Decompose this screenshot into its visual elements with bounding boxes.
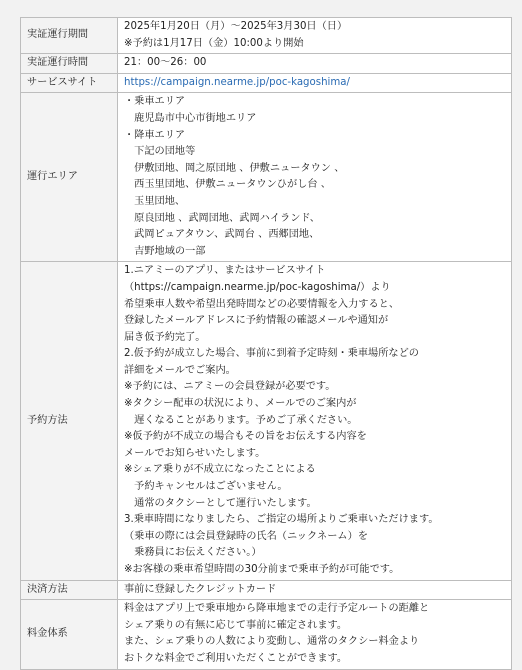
value-line: 遅くなることがあります。予めご了承ください。: [124, 414, 358, 426]
value-line: また、シェア乗りの人数により変動し、通常のタクシー料金より: [124, 636, 420, 648]
service-info-table: [20, 17, 512, 670]
row-value: [118, 18, 512, 54]
row-hours: [21, 54, 512, 74]
service-site-link[interactable]: https://campaign.nearme.jp/poc-kagoshima/: [124, 76, 350, 88]
value-line: 2025年1月20日（月）～2025年3月30日（日）: [124, 21, 348, 32]
value-line: 原良団地 、武岡団地、武岡ハイランド、: [124, 212, 320, 224]
value-line: 下記の団地等: [124, 146, 196, 158]
row-value: [118, 262, 512, 580]
row-fare: [21, 600, 512, 669]
value-line: 2.仮予約が成立した場合、事前に到着予定時刻・乗車場所などの: [124, 348, 419, 360]
row-label: 料金体系: [21, 600, 118, 669]
value-line: 希望乗車人数や希望出発時間などの必要情報を入力すると、: [124, 298, 400, 310]
row-service-site: [21, 73, 512, 93]
row-reservation: [21, 262, 512, 580]
row-area: [21, 93, 512, 262]
value-line: 吉野地域の一部: [124, 245, 206, 257]
value-line: ・乗車エリア: [124, 96, 186, 108]
row-period: [21, 18, 512, 54]
value-line: 鹿児島市中心市街地エリア: [124, 112, 257, 124]
row-label: 実証運行時間: [21, 54, 118, 74]
value-line: シェア乗りの有無に応じて事前に確定されます。: [124, 619, 348, 631]
value-line: 届き仮予約完了。: [124, 331, 206, 343]
row-value: [118, 600, 512, 669]
row-label: 実証運行期間: [21, 18, 118, 54]
value-line: 21：00～26：00: [124, 57, 207, 69]
row-value: [118, 93, 512, 262]
value-line: ※お客様の乗車希望時間の30分前まで乗車予約が可能です。: [124, 564, 400, 575]
row-label: 決済方法: [21, 580, 118, 600]
value-line: 3.乗車時間になりましたら、ご指定の場所よりご乗車いただけます。: [124, 514, 439, 526]
value-line: 登録したメールアドレスに予約情報の確認メールや通知が: [124, 315, 389, 327]
row-payment: [21, 580, 512, 600]
service-info-table-body: [21, 18, 512, 670]
value-line: 事前に登録したクレジットカード: [124, 583, 277, 595]
value-line: （乗車の際には会員登録時の氏名（ニックネーム）を: [124, 530, 368, 542]
value-line: メールでお知らせいたします。: [124, 447, 266, 459]
value-line: （https://campaign.nearme.jp/poc-kagoshima/）より: [124, 281, 391, 293]
value-line: おトクな料金でご利用いただくことができます。: [124, 652, 348, 664]
row-label: 予約方法: [21, 262, 118, 580]
value-line: 通常のタクシーとして運行いたします。: [124, 497, 317, 509]
value-line: 料金はアプリ上で乗車地から降車地までの走行予定ルートの距離と: [124, 603, 430, 615]
value-line: ※タクシー配車の状況により、メールでのご案内が: [124, 398, 357, 410]
value-line: 武岡ピュアタウン、武岡台 、西郷団地、: [124, 229, 320, 241]
value-line: ※シェア乗りが不成立になったことによる: [124, 464, 316, 476]
row-label: 運行エリア: [21, 93, 118, 262]
value-line: ※予約は1月17日（金）10:00より開始: [124, 37, 304, 49]
value-line: 乗務員にお伝えください。）: [124, 547, 262, 559]
value-line: 玉里団地、: [124, 195, 186, 207]
row-value: [118, 580, 512, 600]
value-line: 詳細をメールでご案内。: [124, 364, 236, 376]
value-line: 伊敷団地、岡之原団地 、伊敷ニュータウン 、: [124, 162, 345, 174]
row-value: [118, 73, 512, 93]
row-value: [118, 54, 512, 74]
value-line: 西玉里団地、伊敷ニュータウンひがし台 、: [124, 179, 331, 191]
value-line: ・降車エリア: [124, 129, 186, 141]
value-line: 1.ニアミーのアプリ、またはサービスサイト: [124, 265, 326, 277]
value-line: ※予約には、ニアミーの会員登録が必要です。: [124, 381, 336, 393]
value-line: ※仮予約が不成立の場合もその旨をお伝えする内容を: [124, 431, 367, 443]
row-label: サービスサイト: [21, 73, 118, 93]
value-line: 予約キャンセルはございません。: [124, 481, 288, 493]
